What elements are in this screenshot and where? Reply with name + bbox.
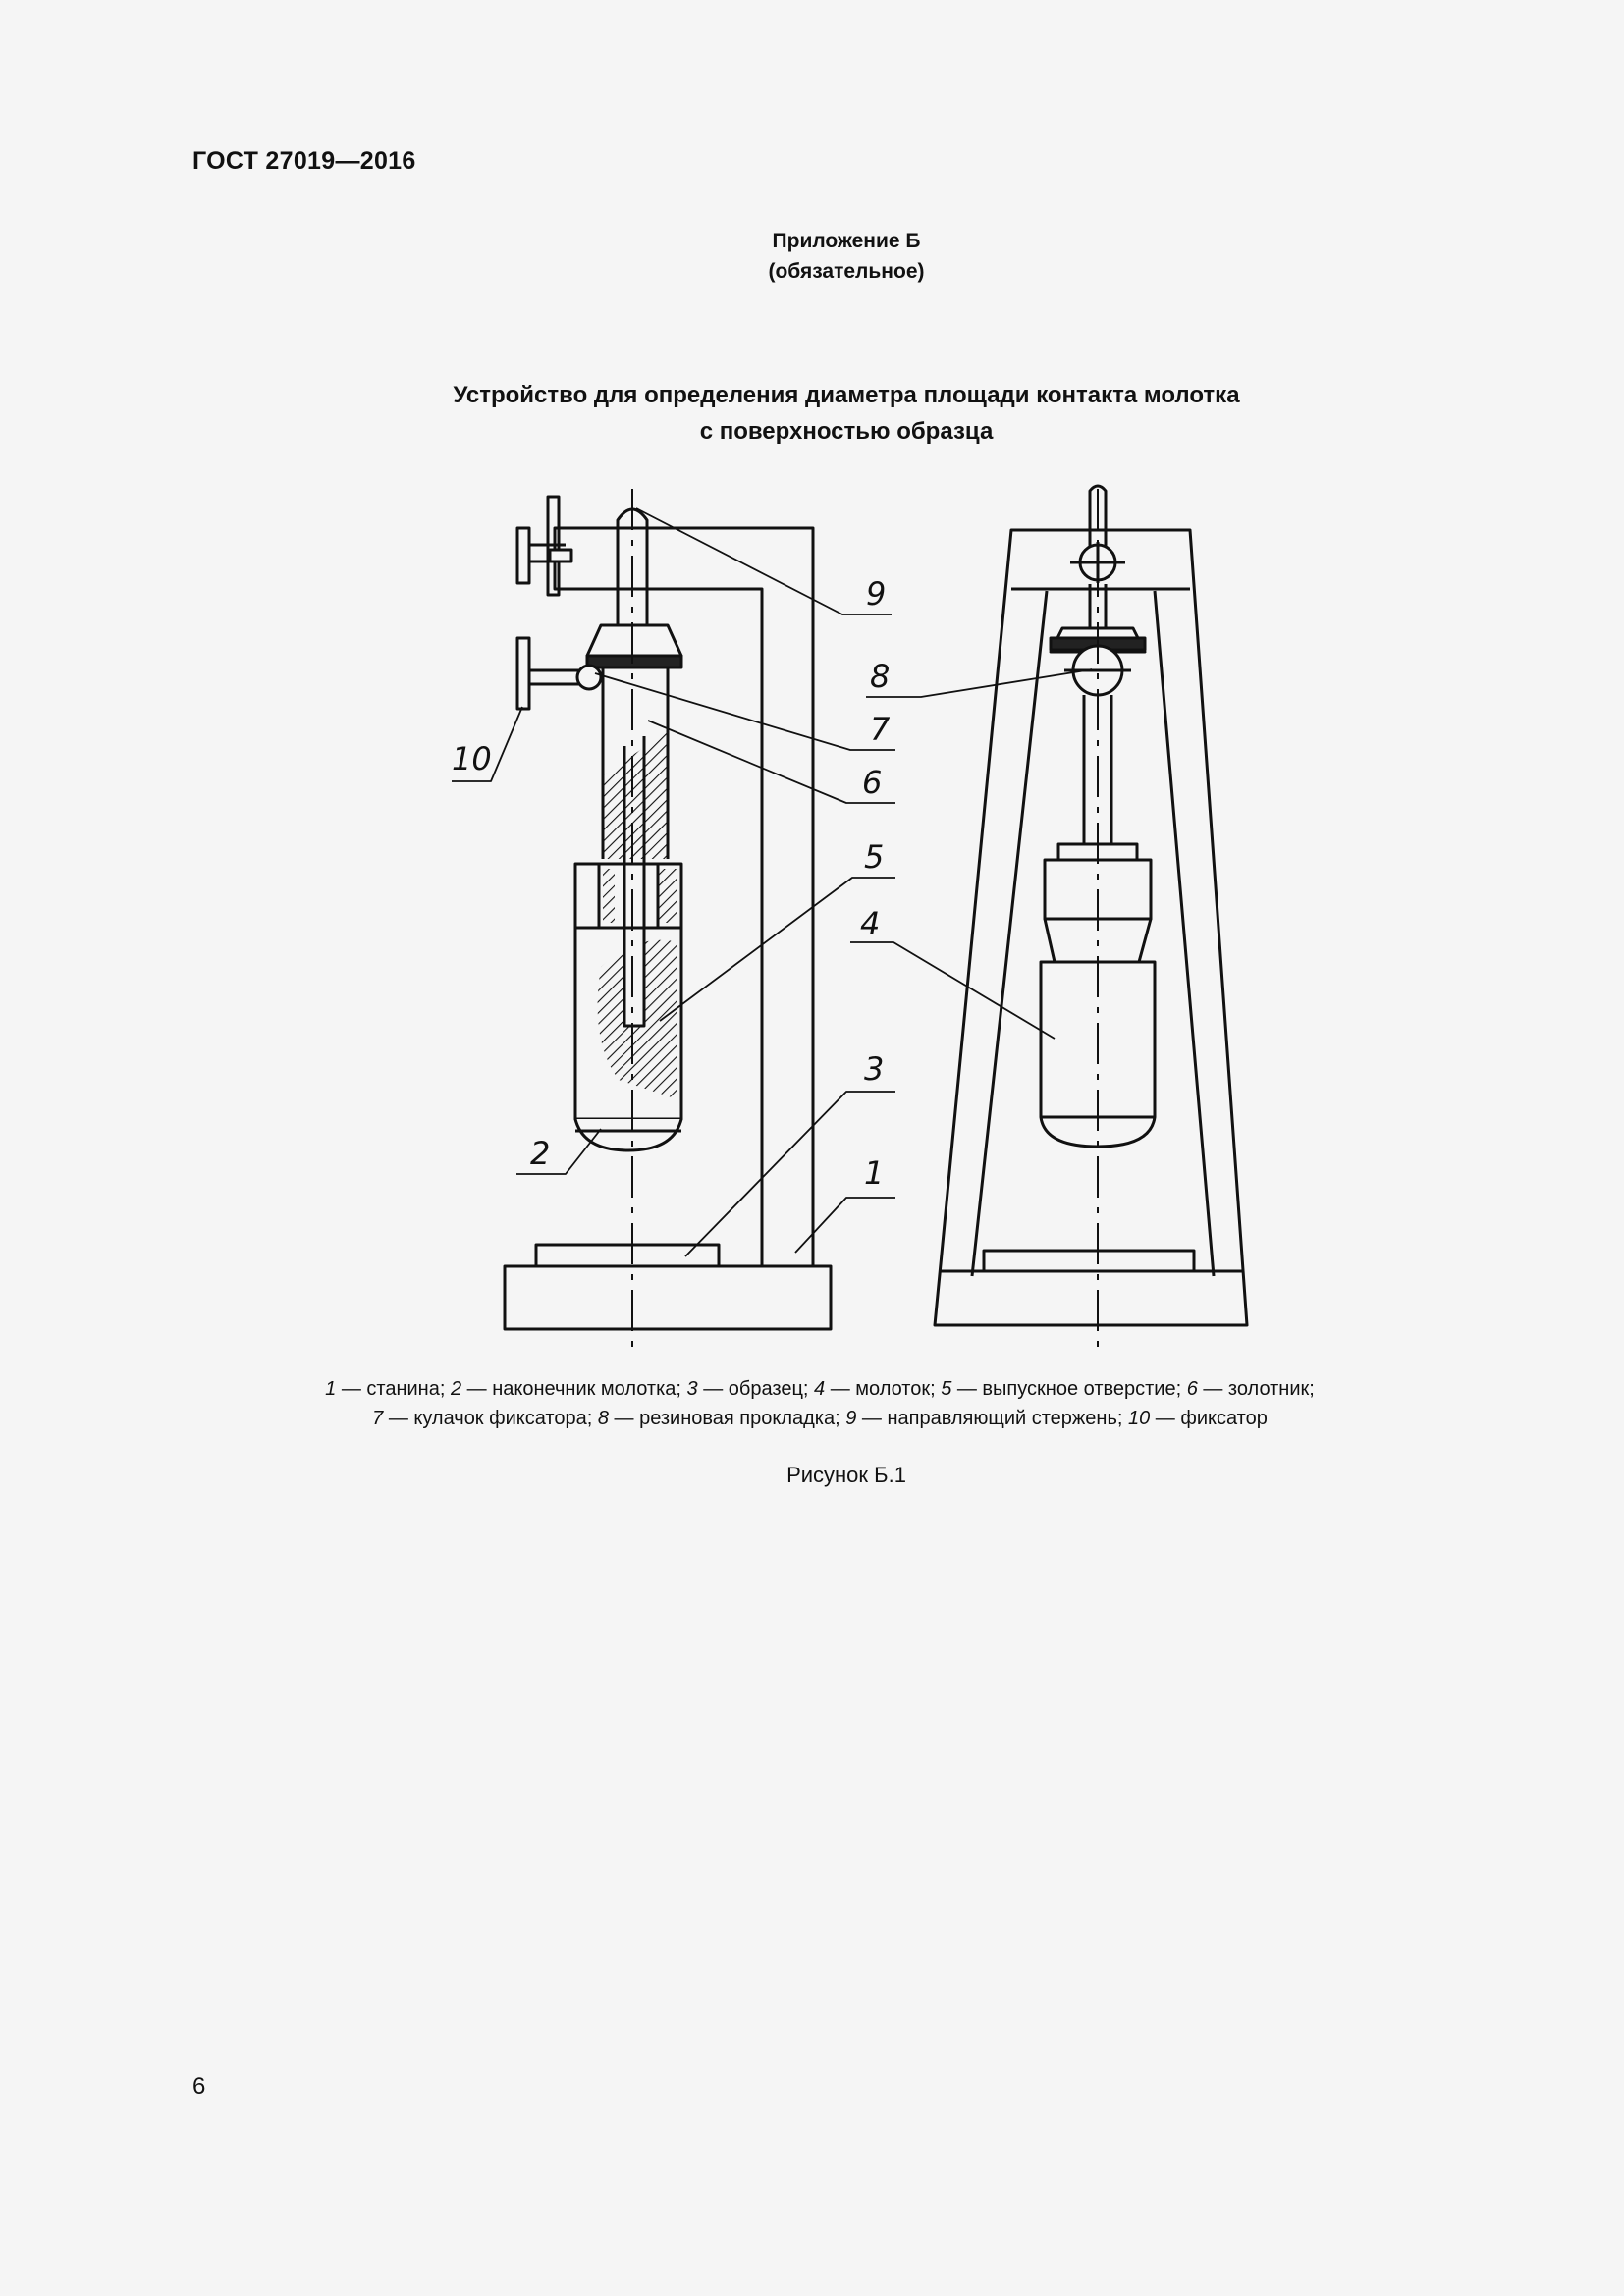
callout-2: 2 bbox=[530, 1135, 551, 1172]
legend-line-1 bbox=[16, 1374, 1624, 1404]
appendix-title: Приложение Б bbox=[772, 230, 921, 252]
legend-text-1: — станина; bbox=[336, 1378, 451, 1400]
appendix-status: (обязательное) bbox=[768, 260, 925, 283]
callout-7: 7 bbox=[870, 711, 891, 748]
figure-caption: Рисунок Б.1 bbox=[786, 1463, 906, 1487]
legend-text-10: — фиксатор bbox=[1150, 1408, 1268, 1429]
hammer-tip-left bbox=[575, 1119, 681, 1150]
figure-legend bbox=[0, 1374, 1624, 1433]
legend-num-4: 4 bbox=[814, 1378, 826, 1400]
legend-num-2: 2 bbox=[450, 1378, 462, 1400]
right-view-drawing bbox=[935, 486, 1247, 1350]
document-code: ГОСТ 27019—2016 bbox=[192, 147, 416, 175]
legend-text-6: — золотник; bbox=[1197, 1378, 1315, 1400]
legend-num-6: 6 bbox=[1186, 1378, 1198, 1400]
legend-text-8: — резиновая прокладка; bbox=[608, 1408, 846, 1429]
legend-line-2 bbox=[16, 1404, 1624, 1433]
callout-5: 5 bbox=[864, 838, 885, 876]
legend-num-9: 9 bbox=[845, 1408, 857, 1429]
legend-text-7: — кулачок фиксатора; bbox=[383, 1408, 598, 1429]
callout-6: 6 bbox=[862, 764, 883, 801]
callout-10: 10 bbox=[452, 740, 492, 777]
legend-num-10: 10 bbox=[1128, 1408, 1151, 1429]
sample-left bbox=[536, 1245, 719, 1266]
callout-3: 3 bbox=[864, 1050, 885, 1088]
callout-9: 9 bbox=[866, 575, 887, 613]
legend-num-7: 7 bbox=[372, 1408, 384, 1429]
callout-1: 1 bbox=[864, 1154, 885, 1192]
legend-text-5: — выпускное отверстие; bbox=[951, 1378, 1187, 1400]
figure-title-line-2: с поверхностью образца bbox=[699, 418, 994, 445]
legend-num-1: 1 bbox=[325, 1378, 337, 1400]
callout-4: 4 bbox=[860, 905, 881, 942]
legend-text-4: — молоток; bbox=[825, 1378, 942, 1400]
callout-8: 8 bbox=[870, 658, 891, 695]
hammer-head-cap-left bbox=[587, 625, 681, 656]
legend-num-3: 3 bbox=[686, 1378, 698, 1400]
legend-text-2: — наконечник молотка; bbox=[461, 1378, 687, 1400]
base-plate-left bbox=[505, 1266, 831, 1329]
legend-num-5: 5 bbox=[941, 1378, 952, 1400]
legend-text-9: — направляющий стержень; bbox=[856, 1408, 1128, 1429]
left-view-drawing bbox=[505, 489, 831, 1350]
legend-text-3: — образец; bbox=[697, 1378, 815, 1400]
page-number: 6 bbox=[192, 2073, 206, 2100]
sample-right bbox=[984, 1251, 1194, 1271]
figure-title-line-1: Устройство для определения диаметра площади контакта молотка bbox=[453, 382, 1240, 408]
legend-num-8: 8 bbox=[597, 1408, 609, 1429]
